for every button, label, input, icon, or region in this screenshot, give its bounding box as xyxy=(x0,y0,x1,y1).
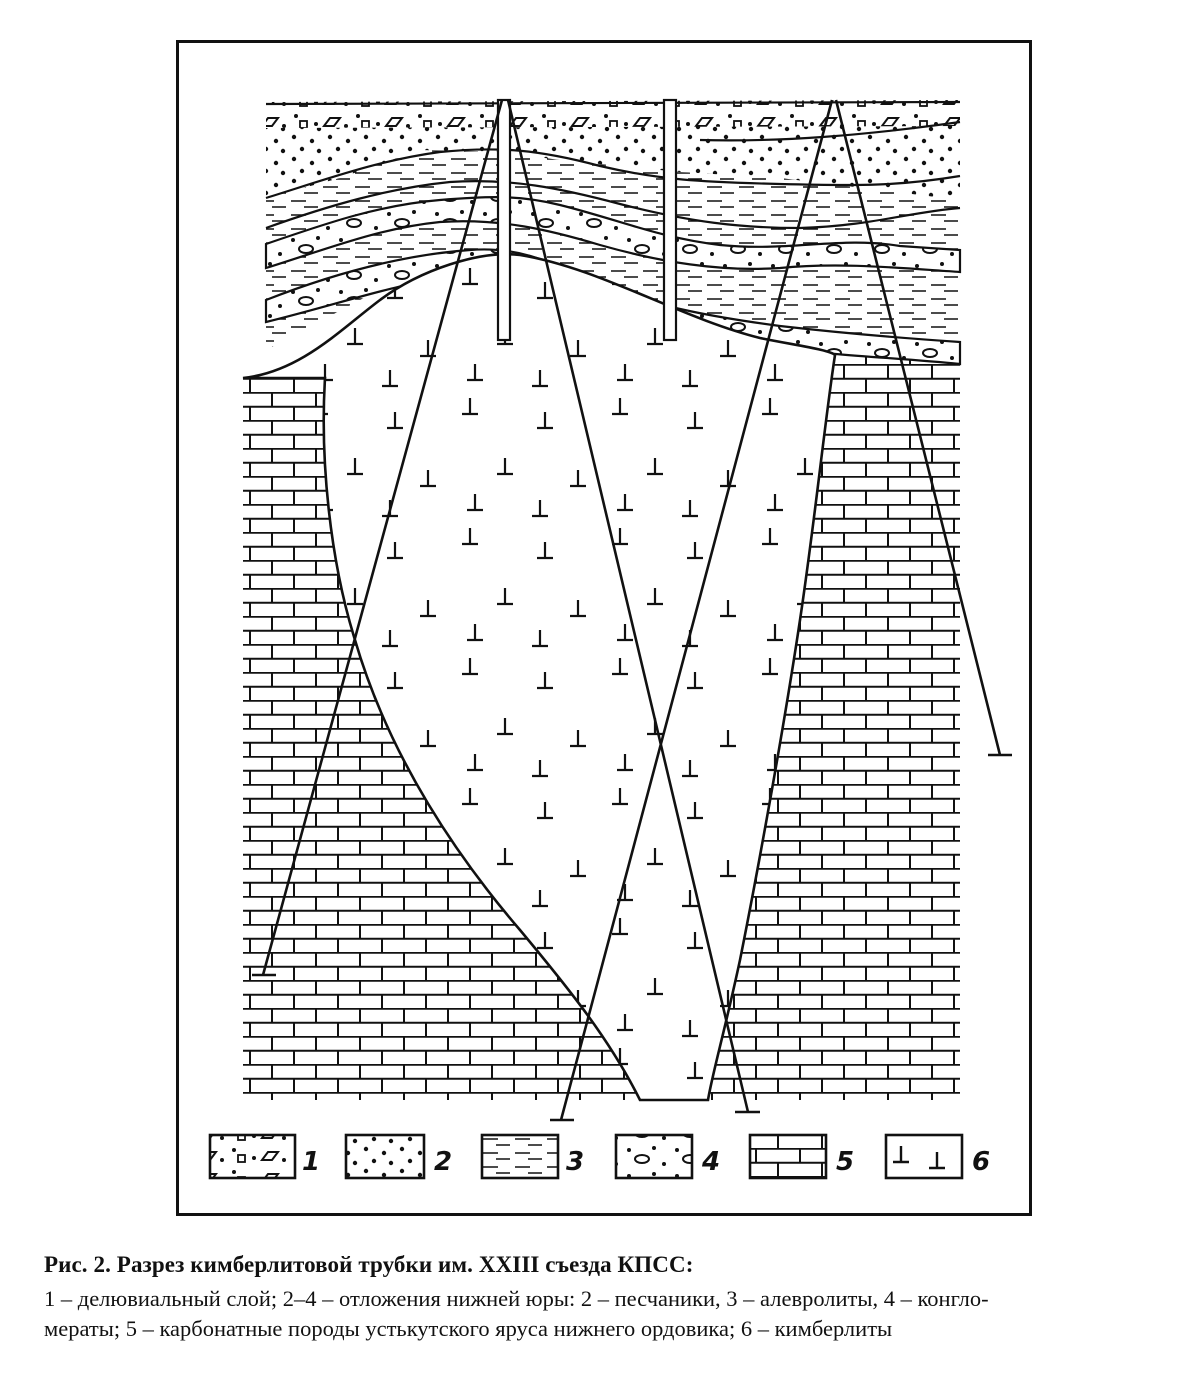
caption-line-2: мераты; 5 – карбонатные породы устькутского яруса нижнего ордовика; 6 – кимберлиты xyxy=(44,1316,893,1341)
borehole-vertical-2 xyxy=(664,100,676,340)
legend-item-1 xyxy=(210,1135,320,1178)
legend-item-3 xyxy=(482,1135,584,1178)
caption-line-1: 1 – делювиальный слой; 2–4 – отложения нижней юры: 2 – песчаники, 3 – алевролиты, 4 – конгло- xyxy=(44,1286,989,1311)
legend-number: 3 xyxy=(566,1147,585,1177)
legend xyxy=(210,1135,990,1178)
figure-caption xyxy=(44,1252,1174,1344)
legend-number: 6 xyxy=(972,1147,991,1177)
legend-number: 2 xyxy=(434,1147,453,1177)
legend-item-2 xyxy=(346,1135,452,1178)
legend-number: 5 xyxy=(836,1147,855,1177)
caption-title: Рис. 2. Разрез кимберлитовой трубки им. XXIII съезда КПСС: xyxy=(44,1252,694,1277)
legend-item-4 xyxy=(616,1135,720,1178)
borehole-vertical-1 xyxy=(498,100,510,340)
legend-item-5 xyxy=(750,1135,854,1178)
legend-number: 1 xyxy=(302,1147,321,1177)
legend-item-6 xyxy=(886,1135,990,1178)
legend-number: 4 xyxy=(702,1147,721,1177)
